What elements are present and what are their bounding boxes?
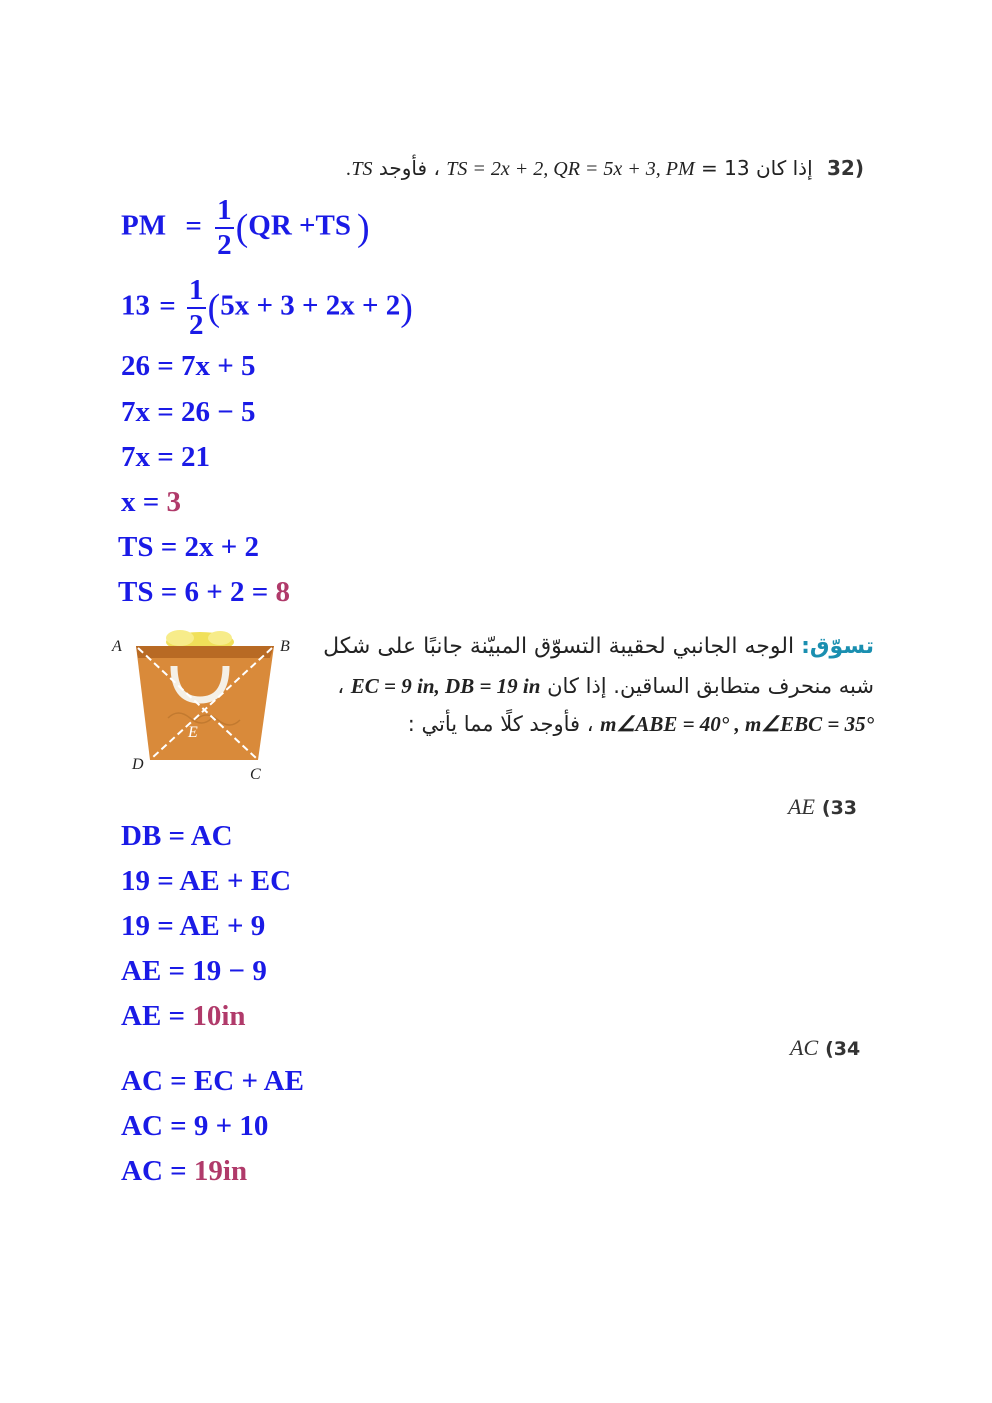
- shopping-bag-figure: [108, 628, 298, 788]
- sol32-l1-num: 1: [215, 196, 234, 229]
- sol34-l3-lhs: AC =: [121, 1155, 194, 1187]
- sol34-line3: [121, 1155, 247, 1188]
- sol32-l1-den: 2: [217, 229, 232, 261]
- sol32-l2-open: (: [207, 287, 221, 329]
- sol34-answer: 19in: [193, 1155, 248, 1187]
- sol34-line1: AC = EC + AE: [121, 1065, 304, 1097]
- problem-text-line1: الوجه الجانبي لحقيبة التسوّق المبيّنة جانبًا على شكل: [323, 634, 795, 659]
- sol32-l2-lhs: 13: [121, 289, 150, 322]
- sol34-line2: AC = 9 + 10: [121, 1110, 269, 1142]
- sol32-line1: [121, 196, 370, 260]
- sol32-line4: 7x = 26 − 5: [121, 396, 256, 428]
- sol32-line6: [121, 486, 181, 519]
- sol32-l2-den: 2: [189, 309, 204, 341]
- sol32-line8: [118, 576, 290, 609]
- sol32-l1-op: =: [185, 209, 202, 242]
- sol32-l2-op: =: [159, 289, 176, 322]
- sol33-line2: 19 = AE + EC: [121, 865, 292, 897]
- bag-label-b: B: [280, 638, 290, 655]
- bag-label-d: D: [132, 756, 144, 773]
- problem-text-line3: ، فأوجد كلًا مما يأتي :: [407, 712, 601, 736]
- q32-target: TS.: [346, 158, 373, 180]
- sol32-line2: [121, 276, 413, 340]
- sol32-line5: 7x = 21: [121, 441, 211, 473]
- sol32-answer-x: 3: [166, 486, 182, 518]
- sol32-l2-fraction: [187, 276, 206, 340]
- bag-label-e: E: [188, 724, 198, 741]
- sol33-answer: 10in: [192, 1000, 246, 1032]
- sol33-line5: [121, 1000, 246, 1033]
- q33-number: (33: [821, 797, 858, 819]
- problem-text-line2: شبه منحرف متطابق الساقين. إذا كان: [540, 674, 874, 698]
- q32-given: TS = 2x + 2, QR = 5x + 3, PM: [446, 158, 695, 180]
- sol33-line3: 19 = AE + 9: [121, 910, 266, 942]
- q32-number: (32: [827, 156, 864, 180]
- bag-label-c: C: [250, 766, 261, 783]
- sol32-line3: 26 = 7x + 5: [121, 350, 256, 382]
- q34-label: AC: [790, 1035, 819, 1060]
- q32-prefix: إذا كان 13 =: [701, 156, 813, 180]
- bag-label-a: A: [112, 638, 122, 655]
- problem-line2-end: ،: [337, 674, 351, 698]
- problem-line3: [408, 712, 874, 737]
- sol32-l2-close: ): [400, 287, 413, 329]
- sol32-l1-open: (: [235, 207, 249, 249]
- q32-header: [346, 156, 864, 181]
- q33-header: [788, 794, 857, 820]
- sol33-l5-lhs: AE =: [121, 1000, 193, 1032]
- sol32-l2-inner: 5x + 3 + 2x + 2: [220, 289, 401, 322]
- sol32-line7: TS = 2x + 2: [118, 531, 260, 563]
- q34-number: (34: [825, 1038, 861, 1060]
- sol32-l1-fraction: [215, 196, 234, 260]
- q32-suffix: ، فأوجد: [378, 156, 440, 180]
- q33-label: AE: [788, 794, 815, 819]
- sol32-l1-inner: QR +TS: [248, 209, 352, 242]
- sol32-l8-lhs: TS = 6 + 2 =: [118, 576, 276, 608]
- sol32-l1-lhs: PM: [121, 209, 167, 242]
- sol33-line4: AE = 19 − 9: [121, 955, 267, 987]
- problem-title: تسوّق:: [801, 634, 874, 659]
- problem-math-line2: EC = 9 in, DB = 19 in: [350, 674, 541, 698]
- q34-header: [790, 1035, 860, 1061]
- problem-line1: [323, 634, 874, 659]
- sol32-l2-num: 1: [187, 276, 206, 309]
- sol32-answer-ts: 8: [275, 576, 291, 608]
- problem-line2: [337, 674, 874, 699]
- sol32-l6-lhs: x =: [121, 486, 167, 518]
- problem-math-line3: m∠ABE = 40° , m∠EBC = 35°: [600, 712, 874, 736]
- sol32-l1-close: ): [357, 207, 370, 249]
- sol33-line1: DB = AC: [121, 820, 233, 852]
